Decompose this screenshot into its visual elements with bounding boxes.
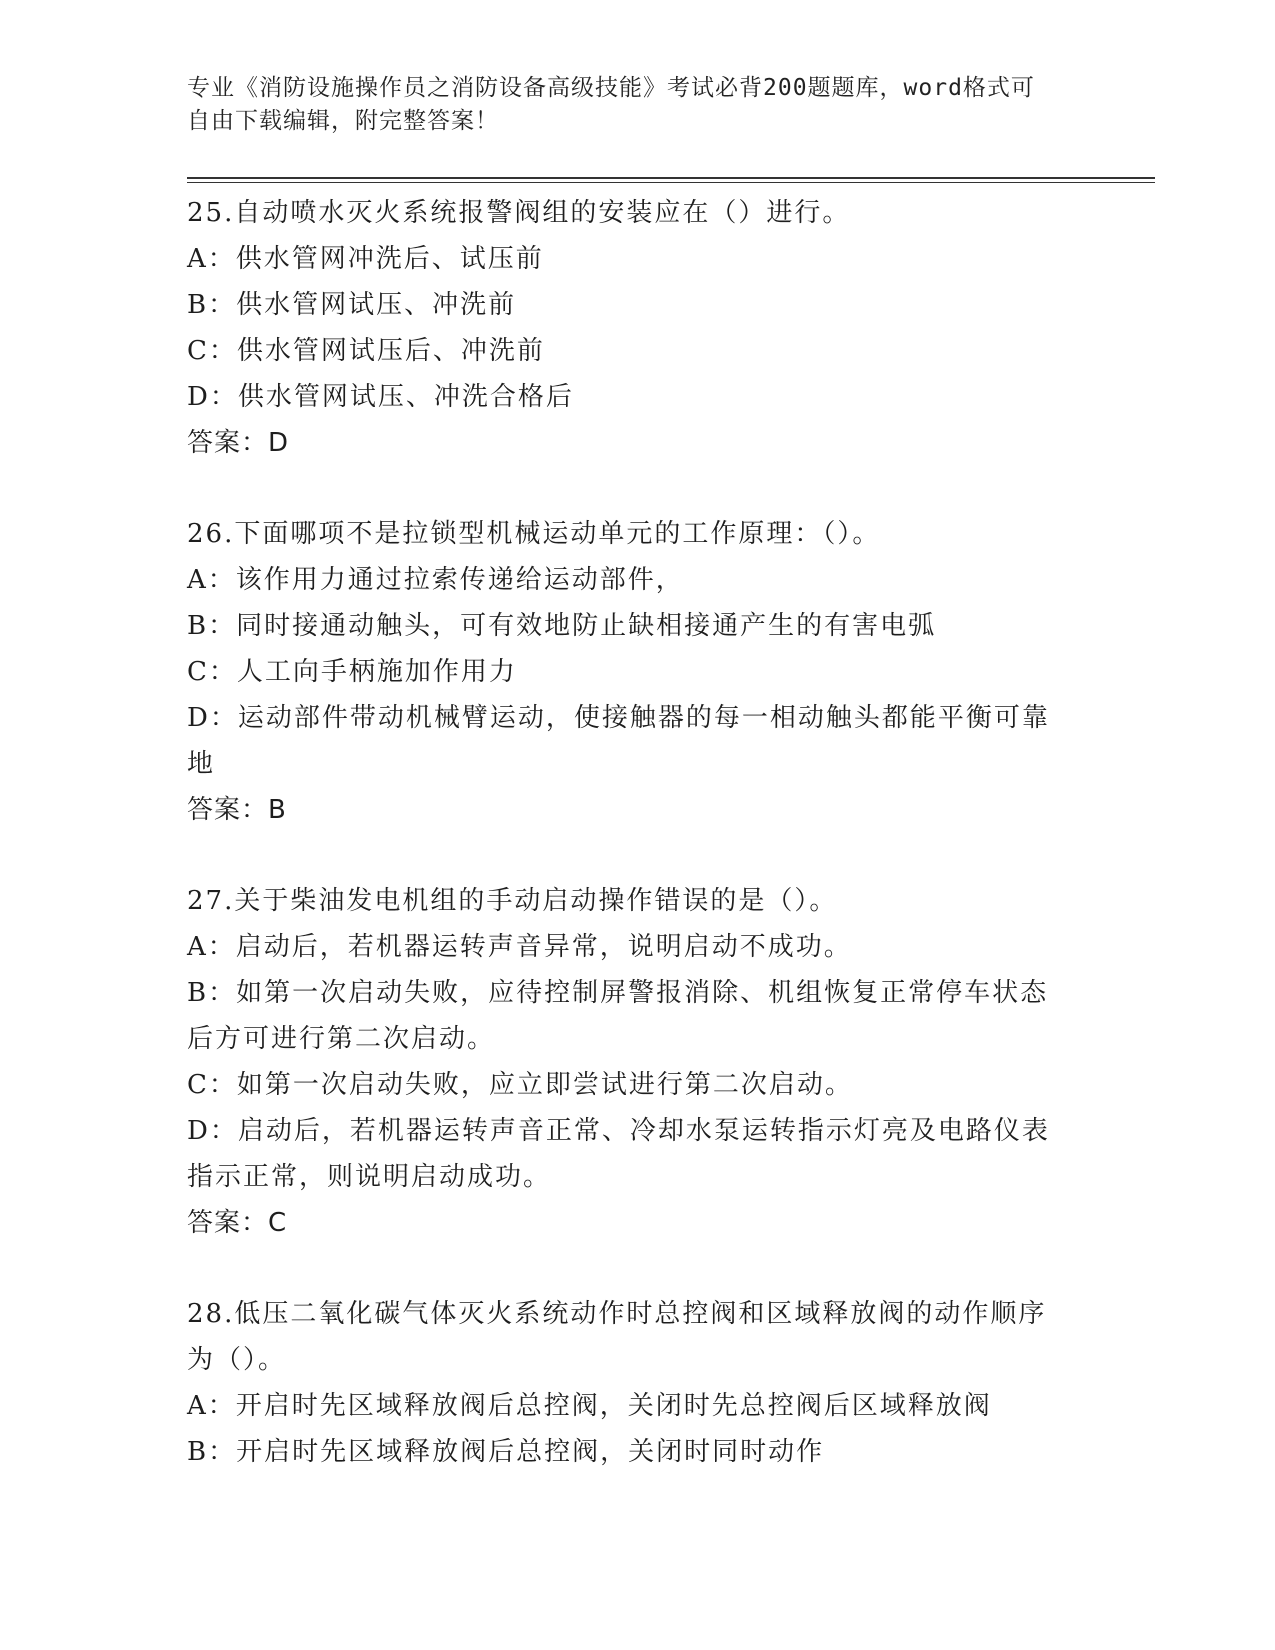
- question-option: C：供水管网试压后、冲洗前: [187, 336, 545, 366]
- question-stem: 25.自动喷水灭火系统报警阀组的安装应在（）进行。: [187, 198, 851, 228]
- question-option: B：如第一次启动失败，应待控制屏警报消除、机组恢复正常停车状态: [187, 978, 1049, 1008]
- question-option: B：供水管网试压、冲洗前: [187, 290, 517, 320]
- header-rule-thick: [187, 177, 1155, 179]
- question-stem: 26.下面哪项不是拉锁型机械运动单元的工作原理：（）。: [187, 519, 881, 549]
- question-option: 指示正常，则说明启动成功。: [187, 1162, 552, 1192]
- header-line-2: 自由下载编辑，附完整答案！: [187, 108, 499, 134]
- question-option: D：供水管网试压、冲洗合格后: [187, 382, 574, 412]
- question-option: B：同时接通动触头，可有效地防止缺相接通产生的有害电弧: [187, 611, 937, 641]
- question-option: A：供水管网冲洗后、试压前: [187, 244, 544, 274]
- header-line-1: 专业《消防设施操作员之消防设备高级技能》考试必背200题题库，word格式可: [187, 75, 1035, 101]
- question-option: C：如第一次启动失败，应立即尝试进行第二次启动。: [187, 1070, 853, 1100]
- answer-label: 答案：D: [187, 428, 290, 458]
- question-option: 地: [187, 749, 216, 779]
- answer-label: 答案：C: [187, 1208, 288, 1238]
- question-block: [187, 511, 1077, 833]
- question-stem: 27.关于柴油发电机组的手动启动操作错误的是（）。: [187, 886, 838, 916]
- question-option: A：该作用力通过拉索传递给运动部件，: [187, 565, 684, 595]
- question-option: A：开启时先区域释放阀后总控阀，关闭时先总控阀后区域释放阀: [187, 1391, 992, 1421]
- question-option: B：开启时先区域释放阀后总控阀，关闭时同时动作: [187, 1437, 825, 1467]
- question-list: [187, 190, 1077, 1520]
- question-block: [187, 1291, 1077, 1475]
- answer-label: 答案：B: [187, 795, 287, 825]
- question-stem: 为（）。: [187, 1345, 287, 1375]
- question-block: [187, 878, 1077, 1246]
- document-header: [187, 72, 1067, 138]
- question-stem: 28.低压二氧化碳气体灭火系统动作时总控阀和区域释放阀的动作顺序: [187, 1299, 1047, 1329]
- question-option: D：运动部件带动机械臂运动，使接触器的每一相动触头都能平衡可靠: [187, 703, 1050, 733]
- question-option: C：人工向手柄施加作用力: [187, 657, 517, 687]
- question-option: A：启动后，若机器运转声音异常，说明启动不成功。: [187, 932, 852, 962]
- question-option: D：启动后，若机器运转声音正常、冷却水泵运转指示灯亮及电路仪表: [187, 1116, 1050, 1146]
- question-option: 后方可进行第二次启动。: [187, 1024, 496, 1054]
- question-block: [187, 190, 1077, 466]
- header-rule-thin: [187, 182, 1155, 183]
